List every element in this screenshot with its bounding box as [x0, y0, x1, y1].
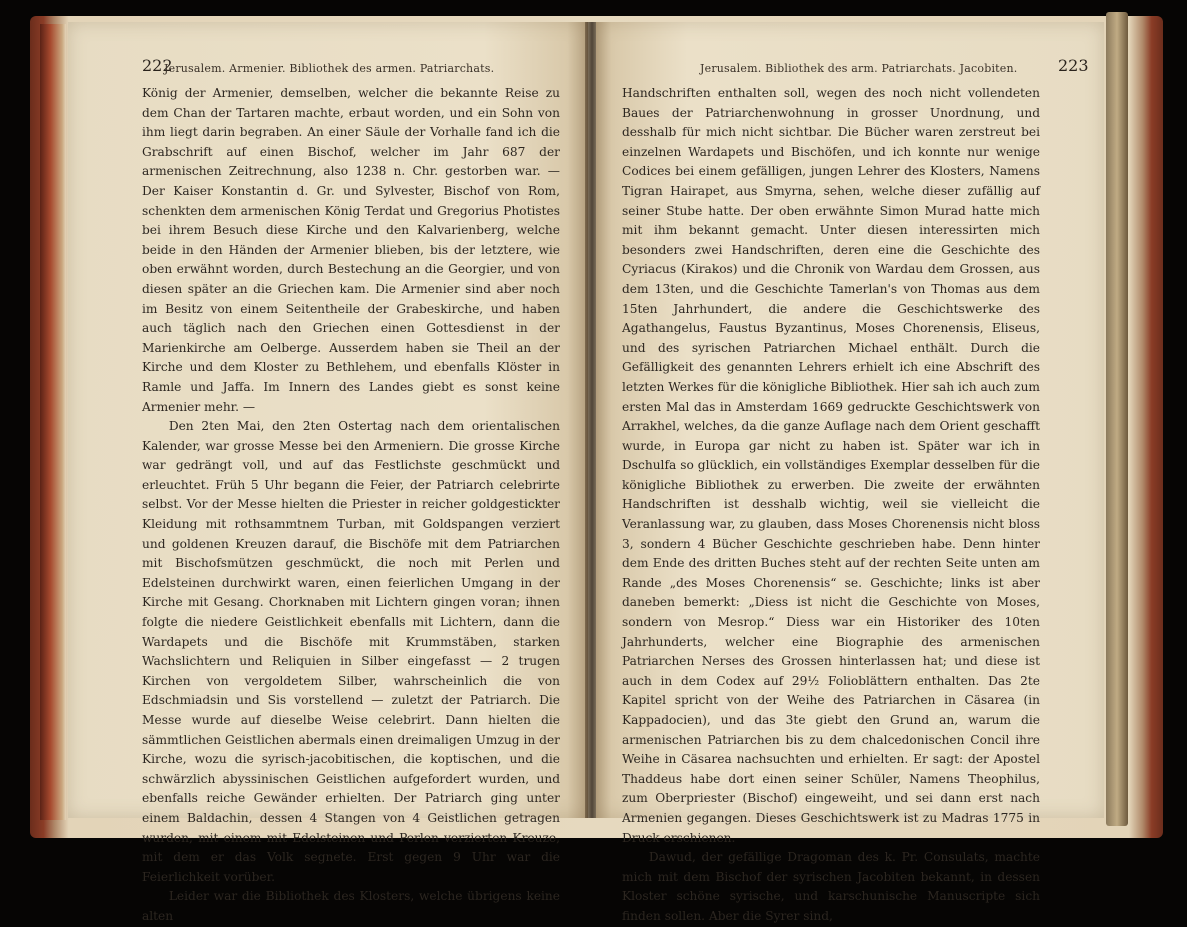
paragraph: König der Armenier, demselben, welcher die bekannte Reise zu dem Chan der Tartaren machte, erbaut worden, und ein Sohn von ihm liegt darin begraben. An einer Säule der Vorhalle fand ich die Grabschrift auf einen Bischof, welcher im Jahr 687 der armenischen Zeitrechnung, also 1238 n. Chr. gestorben war. — Der Kaiser Konstantin d. Gr. und Sylvester, Bischof von Rom, schenkten dem armenischen König Terdat und Gregorius Photistes bei ihrem Besuch diese Kirche und den Kalvarienberg, welche beide in den Händen der Armenier blieben, bis der letztere, wie oben erwähnt worden, durch Bestechung an die Georgier, und von diesen später an die Griechen kam. Die Armenier sind aber noch im Besitz von einem Seitentheile der Grabeskirche, und haben auch täglich nach den Griechen einen Gottesdienst in der Marienkirche am Oelberge. Ausserdem haben sie Theil an der Kirche und dem Kloster zu Bethlehem, und ebenfalls Klöster in Ramle und Jaffa. Im Innern des Landes giebt es sonst keine Armenier mehr. —	[142, 86, 560, 414]
right-page	[596, 22, 1104, 923]
page-number: 223	[1058, 56, 1089, 75]
page-body	[622, 84, 1040, 927]
book-edge-left	[40, 24, 66, 820]
left-page	[68, 22, 588, 923]
paragraph: Dawud, der gefällige Dragoman des k. Pr. Consulats, machte mich mit dem Bischof der syrischen Jacobiten bekannt, in dessen Kloster schöne syrische, und karschunische Manuscripte sich finden sollen. Aber die Syrer sind,	[622, 850, 1040, 923]
paragraph: Handschriften enthalten soll, wegen des noch nicht vollendeten Baues der Patriarchenwohnung in grosser Unordnung, und desshalb für mich nicht sichtbar. Die Bücher waren zerstreut bei einzelnen Wardapets und Bischöfen, und ich konnte nur wenige Codices bei einem gefälligen, jungen Lehrer des Klosters, Namens Tigran Hairapet, aus Smyrna, sehen, welche dieser zufällig auf seiner Stube hatte. Der oben erwähnte Simon Murad hatte mich mit ihm bekannt gemacht. Unter diesen interessirten mich besonders zwei Handschriften, deren eine die Geschichte des Cyriacus (Kirakos) und die Chronik von Wardau dem Grossen, aus dem 13ten, und die Geschichte Tamerlan's von Thomas aus dem 15ten Jahrhundert, die andere die Geschichtswerke des Agathangelus, Faustus Byzantinus, Moses Chorenensis, Eliseus, und des syrischen Patriarchen Michael enthält. Durch die Gefälligkeit des genannten Lehrers erhielt ich eine Abschrift des letzten Werkes für die königliche Bibliothek. Hier sah ich auch zum ersten Mal das in Amsterdam 1669 gedruckte Geschichtswerk von Arrakhel, welches, da die ganze Auflage nach dem Orient geschafft wurde, in Europa gar nicht zu haben ist. Später war ich in Dschulfa so glücklich, ein vollständiges Exemplar desselben für die königliche Bibliothek zu erwerben. Die zweite der erwähnten Handschriften ist desshalb wichtig, weil sie vielleicht die Veranlassung war, zu glauben, dass Moses Chorenensis nicht bloss 3, sondern 4 Bücher Geschichte geschrieben habe. Denn hinter dem Ende des dritten Buches steht auf der rechten Seite unten am Rande „des Moses Chorenensis“ se. Geschichte; links ist aber daneben bemerkt: „Diess ist nicht die Geschichte von Moses, sondern von Mesrop.“ Diess war ein Historiker des 10ten Jahrhunderts, welcher eine Biographie des armenischen Patriarchen Nerses des Grossen hinterlassen hat; und diese ist auch in dem Codex auf 29½ Folioblättern enthalten. Das 2te Kapitel spricht von der Weihe des Patriarchen in Cäsarea (in Kappadocien), und das 3te giebt den Grund an, warum die armenischen Patriarchen bis zu dem chalcedonischen Concil ihre Weihe in Cäsarea nachsuchten und erhielten. Er sagt: der Apostel Thaddeus habe dort einen seiner Schüler, Namens Theophilus, zum Oberpriester (Bischof) eingeweiht, und sei dann erst nach Armenien gegangen. Dieses Geschichtswerk ist zu Madras 1775 in Druck erschienen.	[622, 86, 1040, 845]
paragraph: Leider war die Bibliothek des Klosters, welche übrigens keine alten	[142, 889, 560, 923]
running-head: Jerusalem. Bibliothek des arm. Patriarchats. Jacobiten.	[700, 62, 1018, 75]
page-body	[142, 84, 560, 927]
running-head: Jerusalem. Armenier. Bibliothek des armen. Patriarchats.	[164, 62, 495, 75]
book-edge-right	[1106, 12, 1128, 826]
page-number: 222	[142, 56, 173, 75]
paragraph: Den 2ten Mai, den 2ten Ostertag nach dem orientalischen Kalender, war grosse Messe bei den Armeniern. Die grosse Kirche war gedrängt voll, und auf das Festlichste geschmückt und erleuchtet. Früh 5 Uhr begann die Feier, der Patriarch celebrirte selbst. Vor der Messe hielten die Priester in reicher goldgestickter Kleidung mit rothsammtnem Turban, mit Goldspangen verziert und goldenen Kreuzen darauf, die Bischöfe mit dem Patriarchen mit Bischofsmützen geschmückt, die noch mit Perlen und Edelsteinen durchwirkt waren, einen feierlichen Umgang in der Kirche mit Gesang. Chorknaben mit Lichtern gingen voran; ihnen folgte die niedere Geistlichkeit ebenfalls mit Lichtern, dann die Wardapets und die Bischöfe mit Krummstäben, starken Wachslichtern und Reliquien in Silber eingefasst — 2 trugen Kirchen von vergoldetem Silber, wahrscheinlich die von Edschmiadsin und Sis vorstellend — zuletzt der Patriarch. Die Messe wurde auf dieselbe Weise celebrirt. Dann hielten die sämmtlichen Geistlichen abermals einen dreimaligen Umzug in der Kirche, wozu die syrisch-jacobitischen, die koptischen, und die schwärzlich abyssinischen Geistlichen aufgefordert wurden, und ebenfalls reiche Gewänder erhielten. Der Patriarch ging unter einem Baldachin, dessen 4 Stangen von 4 Geistlichen getragen wurden, mit einem mit Edelsteinen und Perlen verzierten Kreuze, mit dem er das Volk segnete. Erst gegen 9 Uhr war die Feierlichkeit vorüber.	[142, 419, 560, 884]
